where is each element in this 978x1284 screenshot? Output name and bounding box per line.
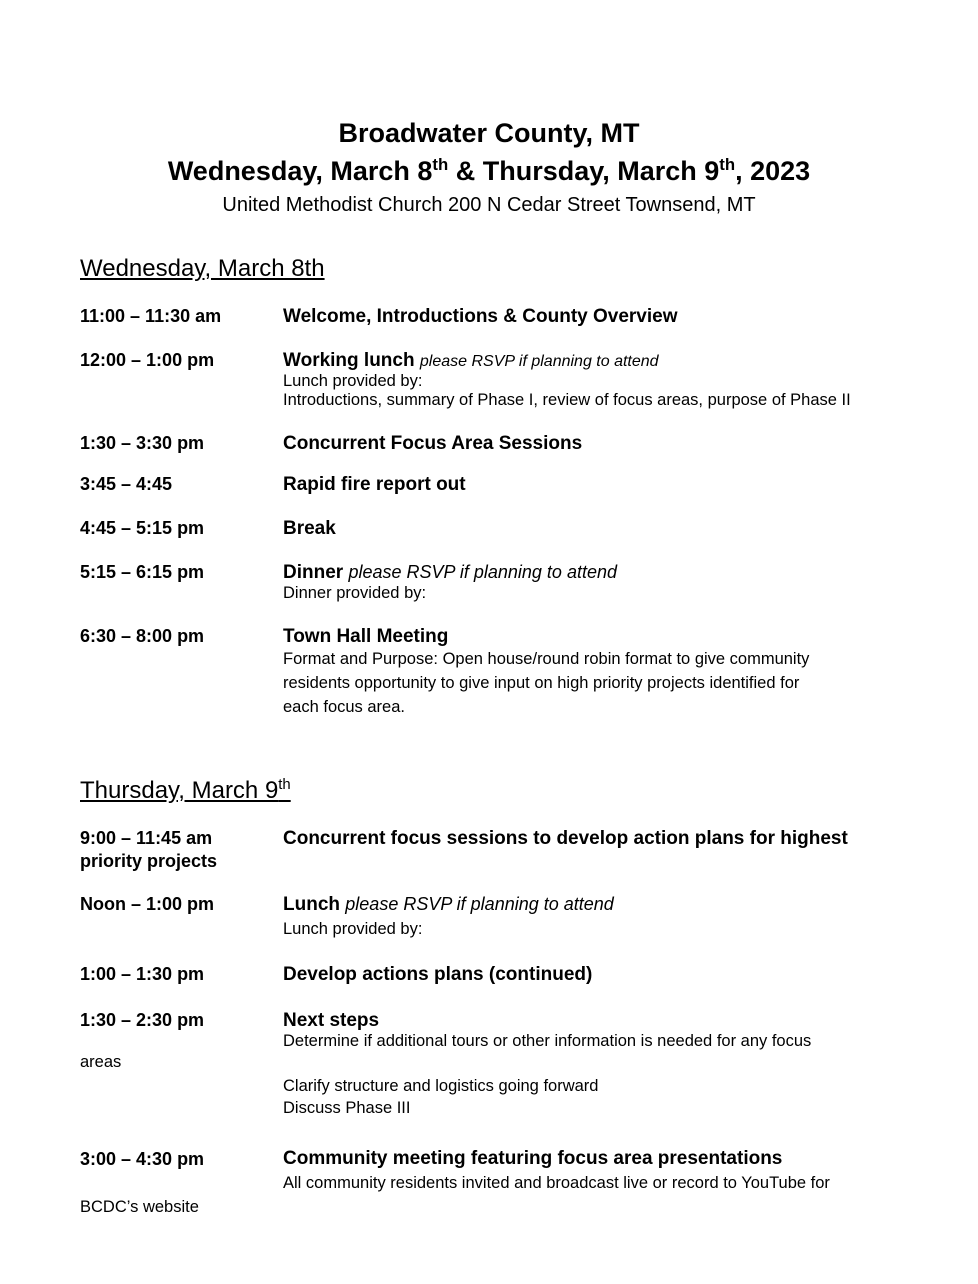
detail-line: Lunch provided by: [283, 372, 423, 390]
activity-wed-2: Working lunch please RSVP if planning to attend [283, 350, 659, 371]
activity-wed-1: Welcome, Introductions & County Overview [283, 306, 678, 327]
activity-wed-4: Rapid fire report out [283, 474, 466, 495]
detail-line: Clarify structure and logistics going forward [283, 1077, 599, 1095]
time-thu-1-continued: priority projects [80, 851, 218, 871]
rsvp-note: please RSVP if planning to attend [345, 894, 614, 914]
detail-line-wrapped: areas [80, 1053, 122, 1071]
page-title: Broadwater County, MT [338, 118, 640, 148]
time-wed-2: 12:00 – 1:00 pm [80, 350, 215, 370]
detail-line: Format and Purpose: Open house/round robin format to give community [283, 650, 810, 668]
activity-thu-5: Community meeting featuring focus area presentations [283, 1148, 783, 1169]
time-thu-3: 1:00 – 1:30 pm [80, 964, 205, 984]
time-wed-1: 11:00 – 11:30 am [80, 306, 222, 326]
event-dates: Wednesday, March 8th & Thursday, March 9th, 2023 [167, 155, 811, 186]
time-wed-5: 4:45 – 5:15 pm [80, 518, 205, 538]
detail-line: All community residents invited and broadcast live or record to YouTube for [283, 1174, 830, 1192]
time-wed-3: 1:30 – 3:30 pm [80, 433, 205, 453]
detail-line: residents opportunity to give input on high priority projects identified for [283, 674, 800, 692]
time-thu-1: 9:00 – 11:45 am [80, 828, 213, 848]
activity-thu-1: Concurrent focus sessions to develop action plans for highest [283, 828, 848, 849]
thursday-heading: Thursday, March 9th [80, 777, 291, 804]
detail-line: Discuss Phase III [283, 1099, 411, 1117]
activity-thu-2: Lunch please RSVP if planning to attend [283, 894, 614, 915]
time-wed-6: 5:15 – 6:15 pm [80, 562, 205, 582]
activity-wed-3: Concurrent Focus Area Sessions [283, 433, 583, 454]
detail-line: Determine if additional tours or other information is needed for any focus [283, 1032, 812, 1050]
time-thu-2: Noon – 1:00 pm [80, 894, 215, 914]
activity-thu-3: Develop actions plans (continued) [283, 964, 593, 985]
time-wed-7: 6:30 – 8:00 pm [80, 626, 205, 646]
activity-wed-7: Town Hall Meeting [283, 626, 449, 647]
detail-line: Dinner provided by: [283, 584, 427, 602]
detail-line: Lunch provided by: [283, 920, 423, 938]
time-thu-4: 1:30 – 2:30 pm [80, 1010, 205, 1030]
detail-line-wrapped: BCDC’s website [80, 1198, 199, 1216]
activity-wed-6: Dinner please RSVP if planning to attend [283, 562, 617, 583]
rsvp-note: please RSVP if planning to attend [348, 562, 617, 582]
detail-line: each focus area. [283, 698, 405, 716]
activity-wed-5: Break [283, 518, 336, 539]
detail-line: Introductions, summary of Phase I, review of focus areas, purpose of Phase II [283, 391, 851, 409]
time-wed-4: 3:45 – 4:45 [80, 474, 173, 494]
rsvp-note: please RSVP if planning to attend [419, 353, 659, 370]
time-thu-5: 3:00 – 4:30 pm [80, 1149, 205, 1169]
activity-thu-4: Next steps [283, 1010, 380, 1031]
wednesday-heading: Wednesday, March 8th [80, 255, 325, 282]
event-location: United Methodist Church 200 N Cedar Street Townsend, MT [222, 194, 756, 216]
